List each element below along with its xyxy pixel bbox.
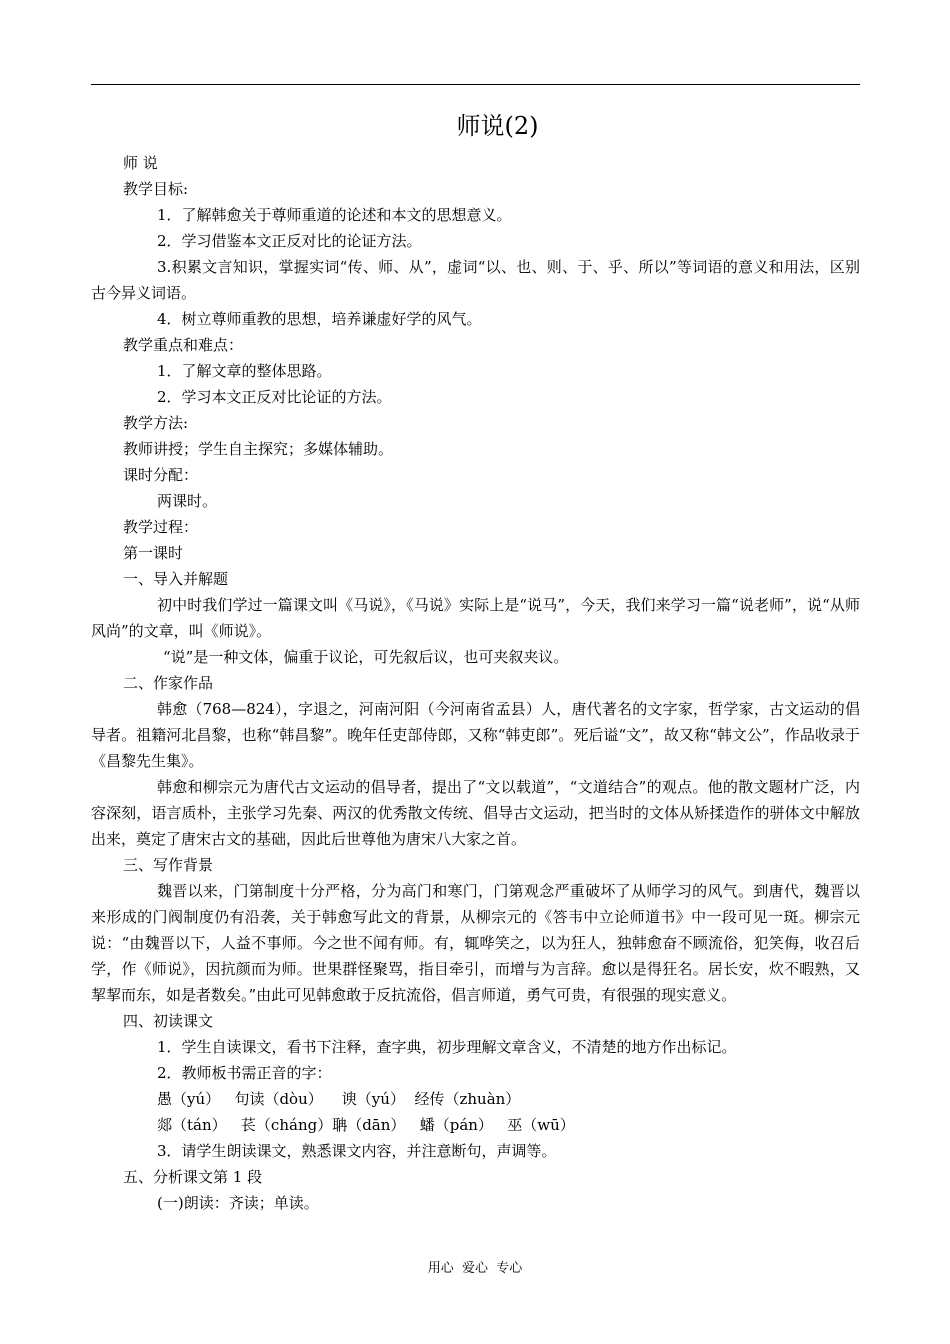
section-heading: 教学重点和难点： bbox=[123, 336, 244, 354]
section-heading: 一、导入并解题 bbox=[123, 570, 229, 588]
paragraph-text: 3.积累文言知识，掌握实词“传、师、从”，虚词“以、也、则、于、乎、所以”等词语的意义和用法，区别古今异义词语。 bbox=[91, 258, 860, 302]
section-heading: 课时分配： bbox=[123, 466, 199, 484]
list-item: 3．请学生朗读课文，熟悉课文内容，并注意断句，声调等。 bbox=[157, 1142, 557, 1160]
paragraph bbox=[91, 254, 860, 306]
header-rule bbox=[91, 84, 860, 85]
text-line: “说”是一种文体，偏重于议论，可先叙后议，也可夹叙夹议。 bbox=[163, 648, 569, 666]
paragraph bbox=[91, 592, 860, 644]
text-line: (一)朗读：齐读；单读。 bbox=[157, 1194, 319, 1212]
section-heading: 三、写作背景 bbox=[123, 856, 214, 874]
page-title: 师说(2) bbox=[456, 112, 539, 140]
text-line: 教师讲授；学生自主探究；多媒体辅助。 bbox=[123, 440, 394, 458]
section-heading: 教学方法: bbox=[123, 414, 189, 432]
section-heading: 教学目标: bbox=[123, 180, 189, 198]
heading-line: 师 说 bbox=[123, 154, 158, 172]
pinyin-line: 郯（tán） 苌（cháng）聃（dān） 蟠（pán） 巫（wū） bbox=[157, 1116, 575, 1134]
paragraph-text: 韩愈（768—824），字退之，河南河阳（今河南省孟县）人，唐代著名的文字家，哲学家，古文运动的倡导者。祖籍河北昌黎，也称“韩昌黎”。晚年任吏部侍郎，又称“韩吏郎”。死后谥“文”，故又称“韩文公”，作品收录于《昌黎先生集》。 bbox=[91, 700, 860, 770]
section-heading: 四、初读课文 bbox=[123, 1012, 214, 1030]
list-item: 1．了解文章的整体思路。 bbox=[157, 362, 332, 380]
section-heading: 五、分析课文第 1 段 bbox=[123, 1168, 263, 1186]
list-item: 2．学习借鉴本文正反对比的论证方法。 bbox=[157, 232, 422, 250]
list-item: 1．学生自读课文，看书下注释，查字典，初步理解文章含义，不清楚的地方作出标记。 bbox=[157, 1038, 737, 1056]
list-item: 1．了解韩愈关于尊师重道的论述和本文的思想意义。 bbox=[157, 206, 512, 224]
paragraph bbox=[91, 878, 860, 1008]
section-heading: 教学过程： bbox=[123, 518, 199, 536]
paragraph-text: 韩愈和柳宗元为唐代古文运动的倡导者，提出了“文以载道”，“文道结合”的观点。他的散文题材广泛，内容深刻，语言质朴，主张学习先秦、两汉的优秀散文传统、倡导古文运动，把当时的文体从矫揉造作的骈体文中解放出来，奠定了唐宋古文的基础，因此后世尊他为唐宋八大家之首。 bbox=[91, 778, 860, 848]
section-heading: 二、作家作品 bbox=[123, 674, 214, 692]
pinyin-line: 愚（yú） 句读（dòu） 谀（yú） 经传（zhuàn） bbox=[157, 1090, 521, 1108]
paragraph bbox=[91, 696, 860, 774]
page-footer: 用心 爱心 专心 bbox=[427, 1261, 523, 1276]
text-line: 两课时。 bbox=[157, 492, 218, 510]
paragraph-text: 魏晋以来，门第制度十分严格，分为高门和寒门，门第观念严重破坏了从师学习的风气。到唐代，魏晋以来形成的门阀制度仍有沿袭，关于韩愈写此文的背景，从柳宗元的《答韦中立论师道书》中一段可见一斑。柳宗元说：“由魏晋以下，人益不事师。今之世不闻有师。有，辄哗笑之，以为狂人，独韩愈奋不顾流俗，犯笑侮，收召后学，作《师说》，因抗颜而为师。世果群怪聚骂，指目牵引，而增与为言辞。愈以是得狂名。居长安，炊不暇熟，又挈挈而东，如是者数矣。”由此可见韩愈敢于反抗流俗，倡言师道，勇气可贵，有很强的现实意义。 bbox=[91, 882, 860, 1004]
list-item: 2．学习本文正反对比论证的方法。 bbox=[157, 388, 392, 406]
paragraph bbox=[91, 774, 860, 852]
list-item: 2．教师板书需正音的字： bbox=[157, 1064, 332, 1082]
section-heading: 第一课时 bbox=[123, 544, 184, 562]
paragraph-text: 初中时我们学过一篇课文叫《马说》，《马说》实际上是“说马”，今天，我们来学习一篇“说老师”，说“从师风尚”的文章，叫《师说》。 bbox=[91, 596, 860, 640]
list-item: 4．树立尊师重教的思想，培养谦虚好学的风气。 bbox=[157, 310, 482, 328]
document-body bbox=[91, 150, 860, 1216]
